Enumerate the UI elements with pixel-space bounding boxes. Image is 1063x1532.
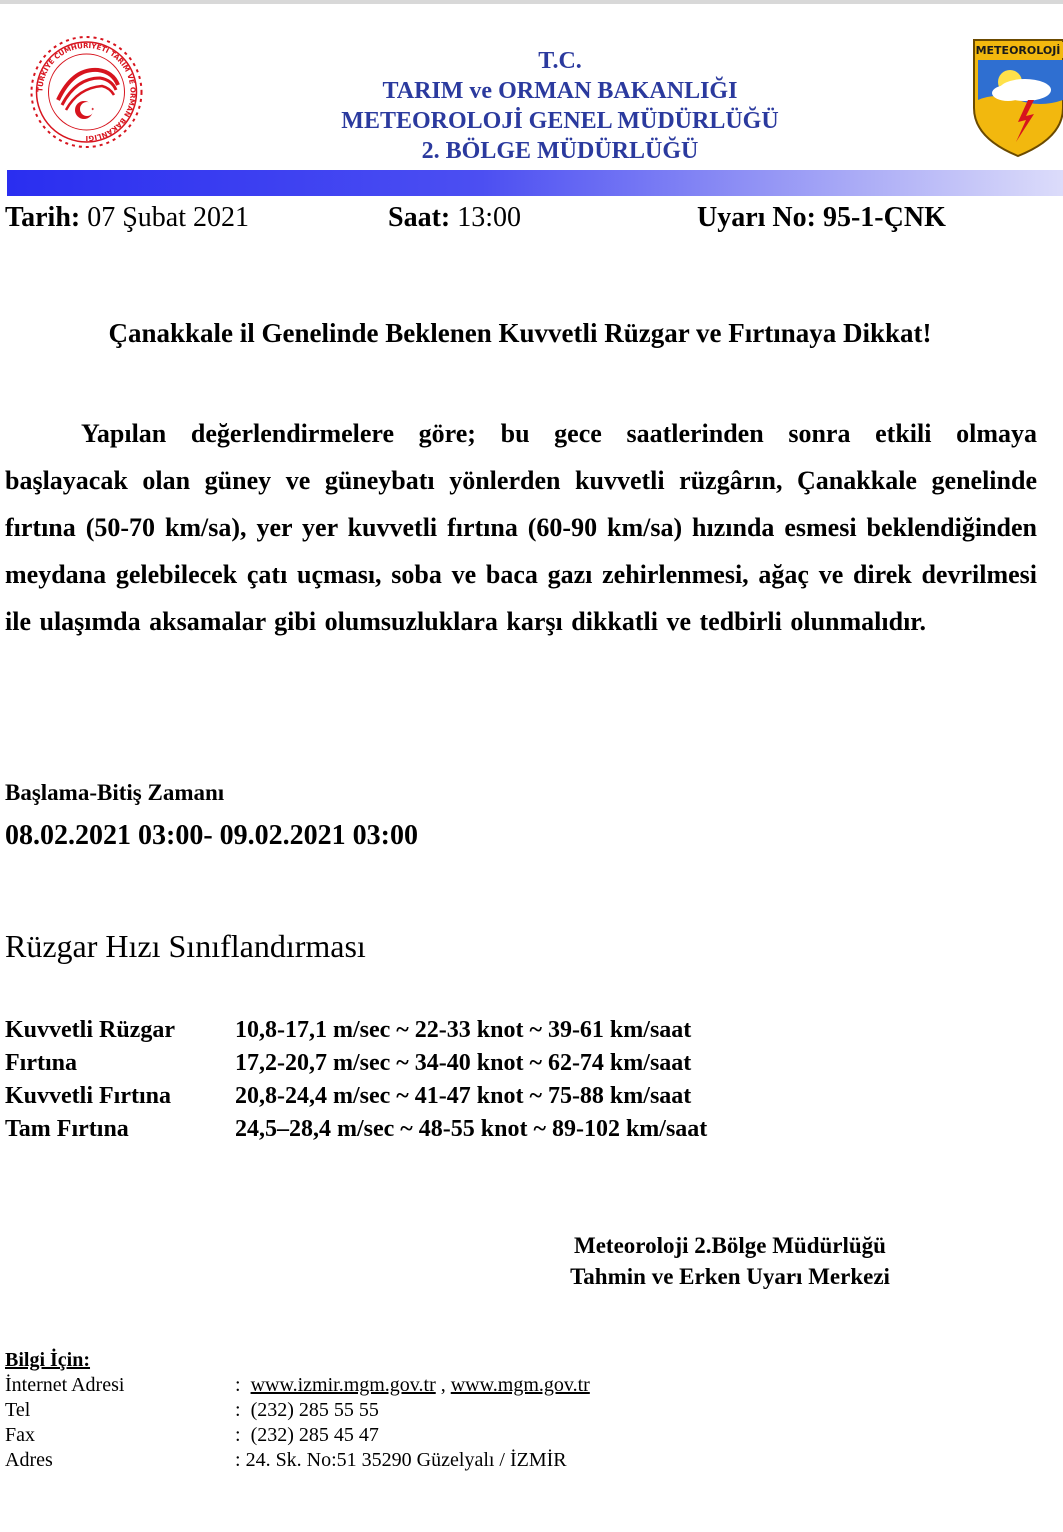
header-title-block xyxy=(260,46,860,166)
wind-class-name: Kuvvetli Rüzgar xyxy=(5,1017,175,1043)
izmir-mgm-link[interactable]: www.izmir.mgm.gov.tr xyxy=(250,1374,436,1396)
wind-class-name: Fırtına xyxy=(5,1050,77,1076)
signature-block xyxy=(520,1230,940,1292)
tel-number: (232) 285 55 55 xyxy=(250,1399,379,1421)
time-value: 13:00 xyxy=(457,202,522,233)
svg-text:TÜRKİYE CUMHURİYETİ TARIM VE O: TÜRKİYE CUMHURİYETİ TARIM VE ORMAN BAKANLIĞI xyxy=(36,41,137,143)
contact-row-address xyxy=(5,1448,590,1473)
address-value xyxy=(235,1448,567,1473)
duration-value: 08.02.2021 03:00- 09.02.2021 03:00 xyxy=(5,820,418,851)
internet-label: İnternet Adresi xyxy=(5,1374,125,1396)
warning-body: Yapılan değerlendirmelere göre; bu gece saatlerinden sonra etkili olmaya başlayacak olan güney ve güneybatı yönlerden kuvvetli rüzgârın, Çanakkale genelinde fırtına (50-70 km/sa), yer yer kuvvetli fırtına (60-90 km/sa) hızında esmesi beklendiğinden meydana gelebilecek çatı uçması, soba ve baca gazı zehirlenmesi, ağaç ve direk devrilmesi ile ulaşımda aksamalar gibi olumsuzluklara karşı dikkatli ve tedbirli olunmalıdır. xyxy=(5,419,1037,636)
wind-row xyxy=(5,1047,707,1080)
fax-label: Fax xyxy=(5,1424,35,1446)
colon: : xyxy=(235,1399,241,1421)
colon: : xyxy=(235,1424,241,1446)
wind-class-name: Kuvvetli Fırtına xyxy=(5,1083,171,1109)
wind-row xyxy=(5,1113,707,1146)
header-line-tc: T.C. xyxy=(538,48,582,74)
time-label: Saat: xyxy=(388,202,451,233)
wind-row xyxy=(5,1080,707,1113)
header-divider-bar xyxy=(7,170,1063,196)
warning-value: 95-1-ÇNK xyxy=(822,202,946,233)
tel-value xyxy=(235,1398,379,1423)
svg-text:METEOROLOJİ: METEOROLOJİ xyxy=(975,44,1061,57)
warning-title: Çanakkale il Genelinde Beklenen Kuvvetli Rüzgar ve Fırtınaya Dikkat! xyxy=(108,318,932,348)
header-line-directorate: METEOROLOJİ GENEL MÜDÜRLÜĞÜ xyxy=(341,108,779,134)
warning-number-field xyxy=(697,202,946,234)
wind-class-range: 20,8-24,4 m/sec ~ 41-47 knot ~ 75-88 km/saat xyxy=(235,1083,692,1109)
internet-value xyxy=(235,1373,590,1398)
fax-number: (232) 285 45 47 xyxy=(250,1424,379,1446)
contact-info xyxy=(5,1348,590,1473)
wind-class-name: Tam Fırtına xyxy=(5,1116,129,1142)
signature-line-directorate: Meteoroloji 2.Bölge Müdürlüğü xyxy=(574,1233,886,1258)
address-text: 24. Sk. No:51 35290 Güzelyalı / İZMİR xyxy=(245,1449,567,1471)
date-field xyxy=(5,202,249,234)
meteoroloji-logo xyxy=(970,38,1063,158)
address-label: Adres xyxy=(5,1449,53,1471)
wind-class-range: 10,8-17,1 m/sec ~ 22-33 knot ~ 39-61 km/saat xyxy=(235,1017,692,1043)
header-line-ministry: TARIM ve ORMAN BAKANLIĞI xyxy=(382,78,738,104)
contact-heading: Bilgi İçin: xyxy=(5,1349,91,1371)
contact-row-internet xyxy=(5,1373,590,1398)
header-line-region: 2. BÖLGE MÜDÜRLÜĞÜ xyxy=(421,138,699,164)
top-border xyxy=(0,0,1063,4)
classification-title: Rüzgar Hızı Sınıflandırması xyxy=(5,928,366,964)
link-separator: , xyxy=(440,1374,446,1396)
colon: : xyxy=(235,1374,241,1396)
tel-label: Tel xyxy=(5,1399,31,1421)
contact-row-tel xyxy=(5,1398,590,1423)
mgm-link[interactable]: www.mgm.gov.tr xyxy=(450,1374,590,1396)
wind-class-range: 24,5–28,4 m/sec ~ 48-55 knot ~ 89-102 km/saat xyxy=(235,1116,708,1142)
date-value: 07 Şubat 2021 xyxy=(87,202,249,233)
signature-line-center: Tahmin ve Erken Uyarı Merkezi xyxy=(570,1264,890,1289)
ministry-logo xyxy=(18,30,155,154)
date-label: Tarih: xyxy=(5,202,81,233)
fax-value xyxy=(235,1423,379,1448)
time-field xyxy=(388,202,521,234)
duration-label: Başlama-Bitiş Zamanı xyxy=(5,780,225,805)
warning-label: Uyarı No: xyxy=(697,202,816,233)
wind-class-range: 17,2-20,7 m/sec ~ 34-40 knot ~ 62-74 km/saat xyxy=(235,1050,692,1076)
wind-row xyxy=(5,1014,707,1047)
wind-classification-table xyxy=(5,1014,707,1146)
contact-row-fax xyxy=(5,1423,590,1448)
colon: : xyxy=(235,1449,241,1471)
